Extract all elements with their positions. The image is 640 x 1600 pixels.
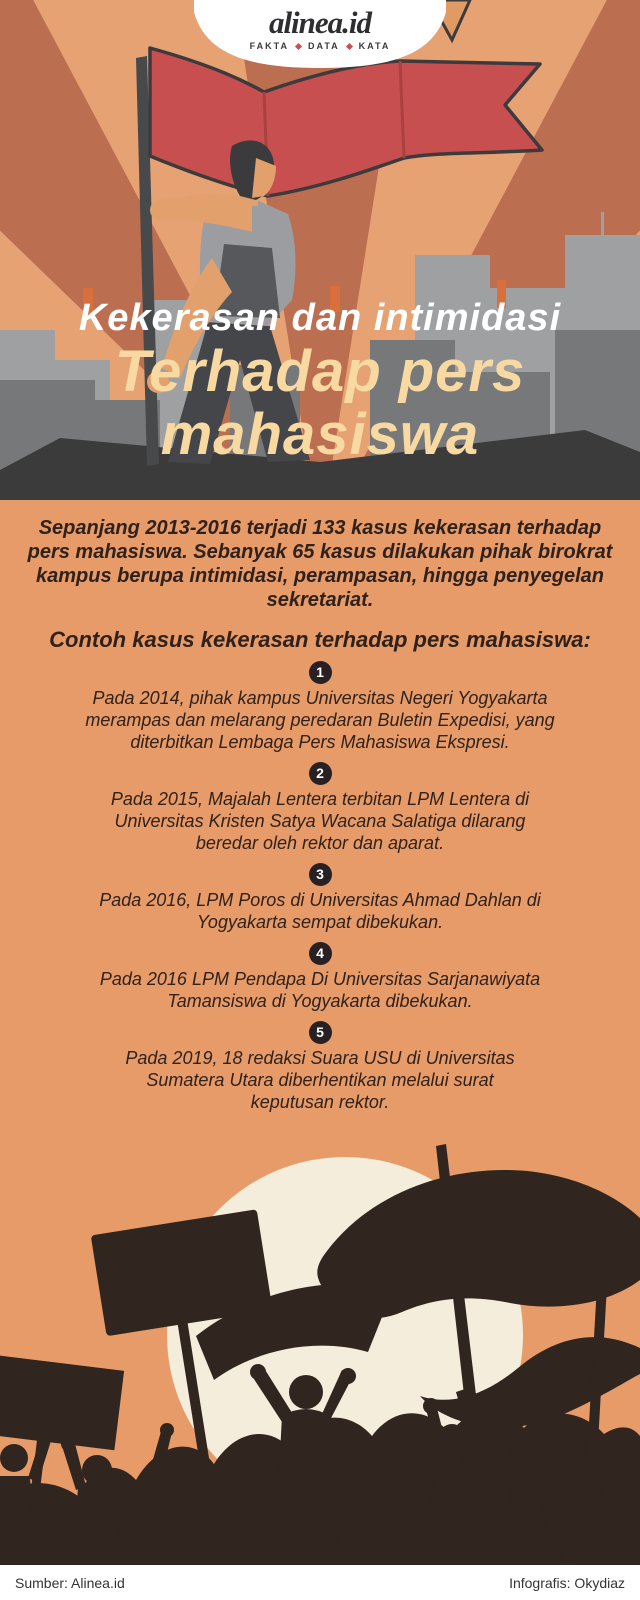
brand-logo-text [0,5,640,40]
content-section [0,500,640,1140]
protest-illustration [0,1140,640,1565]
tagline-word-data: DATA [308,41,340,51]
tagline-separator-diamond [346,42,353,49]
case-number-badge: 3 [309,863,332,886]
footer-credit: Infografis: Okydiaz [509,1574,625,1591]
case-text: Pada 2016, LPM Poros di Universitas Ahmad Dahlan di Yogyakarta sempat dibekukan. [99,890,541,933]
case-text: Pada 2019, 18 redaksi Suara USU di Universitas Sumatera Utara diberhentikan melalui surat keputusan rektor. [125,1047,515,1112]
poster-title [0,296,640,466]
hero-section [0,0,640,500]
section-heading: Contoh kasus kekerasan terhadap pers mahasiswa: [49,627,591,652]
case-item [0,661,640,754]
case-item [0,762,640,855]
title-line-1: Kekerasan dan intimidasi [78,297,562,339]
case-text: Pada 2014, pihak kampus Universitas Negeri Yogyakarta merampas dan melarang peredaran Buletin Expedisi, yang diterbitkan Lembaga Pers Mahasiswa Ekspresi. [85,688,555,753]
protest-illustration-section [0,1140,640,1565]
case-number-badge: 2 [309,762,332,785]
brand-logo [0,5,640,51]
case-number-badge: 5 [309,1021,332,1044]
title-line-2: Terhadap pers [114,339,526,404]
case-text: Pada 2015, Majalah Lentera terbitan LPM Lentera di Universitas Kristen Satya Wacana Salatiga dilarang beredar oleh rektor dan aparat. [110,789,530,854]
brand-tagline [0,41,640,51]
case-item [0,942,640,1013]
case-list [0,661,640,1113]
brand-name: alinea [268,5,343,40]
tagline-word-kata: KATA [358,41,391,51]
brand-tld: .id [342,5,372,40]
case-item [0,863,640,934]
intro-paragraph: Sepanjang 2013-2016 terjadi 133 kasus kekerasan terhadap pers mahasiswa. Sebanyak 65 kasus dilakukan pihak birokrat kampus berupa intimidasi, perampasan, hingga penyegelan sekretariat. [27,517,613,611]
tagline-word-fakta: FAKTA [249,41,289,51]
footer-bar [0,1565,640,1600]
footer-source: Sumber: Alinea.id [15,1574,125,1591]
case-item [0,1021,640,1114]
tagline-separator-diamond [295,42,302,49]
title-line-3: mahasiswa [160,402,480,467]
case-number-badge: 1 [309,661,332,684]
case-number-badge: 4 [309,942,332,965]
case-text: Pada 2016 LPM Pendapa Di Universitas Sarjanawiyata Tamansiswa di Yogyakarta dibekukan. [99,969,541,1011]
